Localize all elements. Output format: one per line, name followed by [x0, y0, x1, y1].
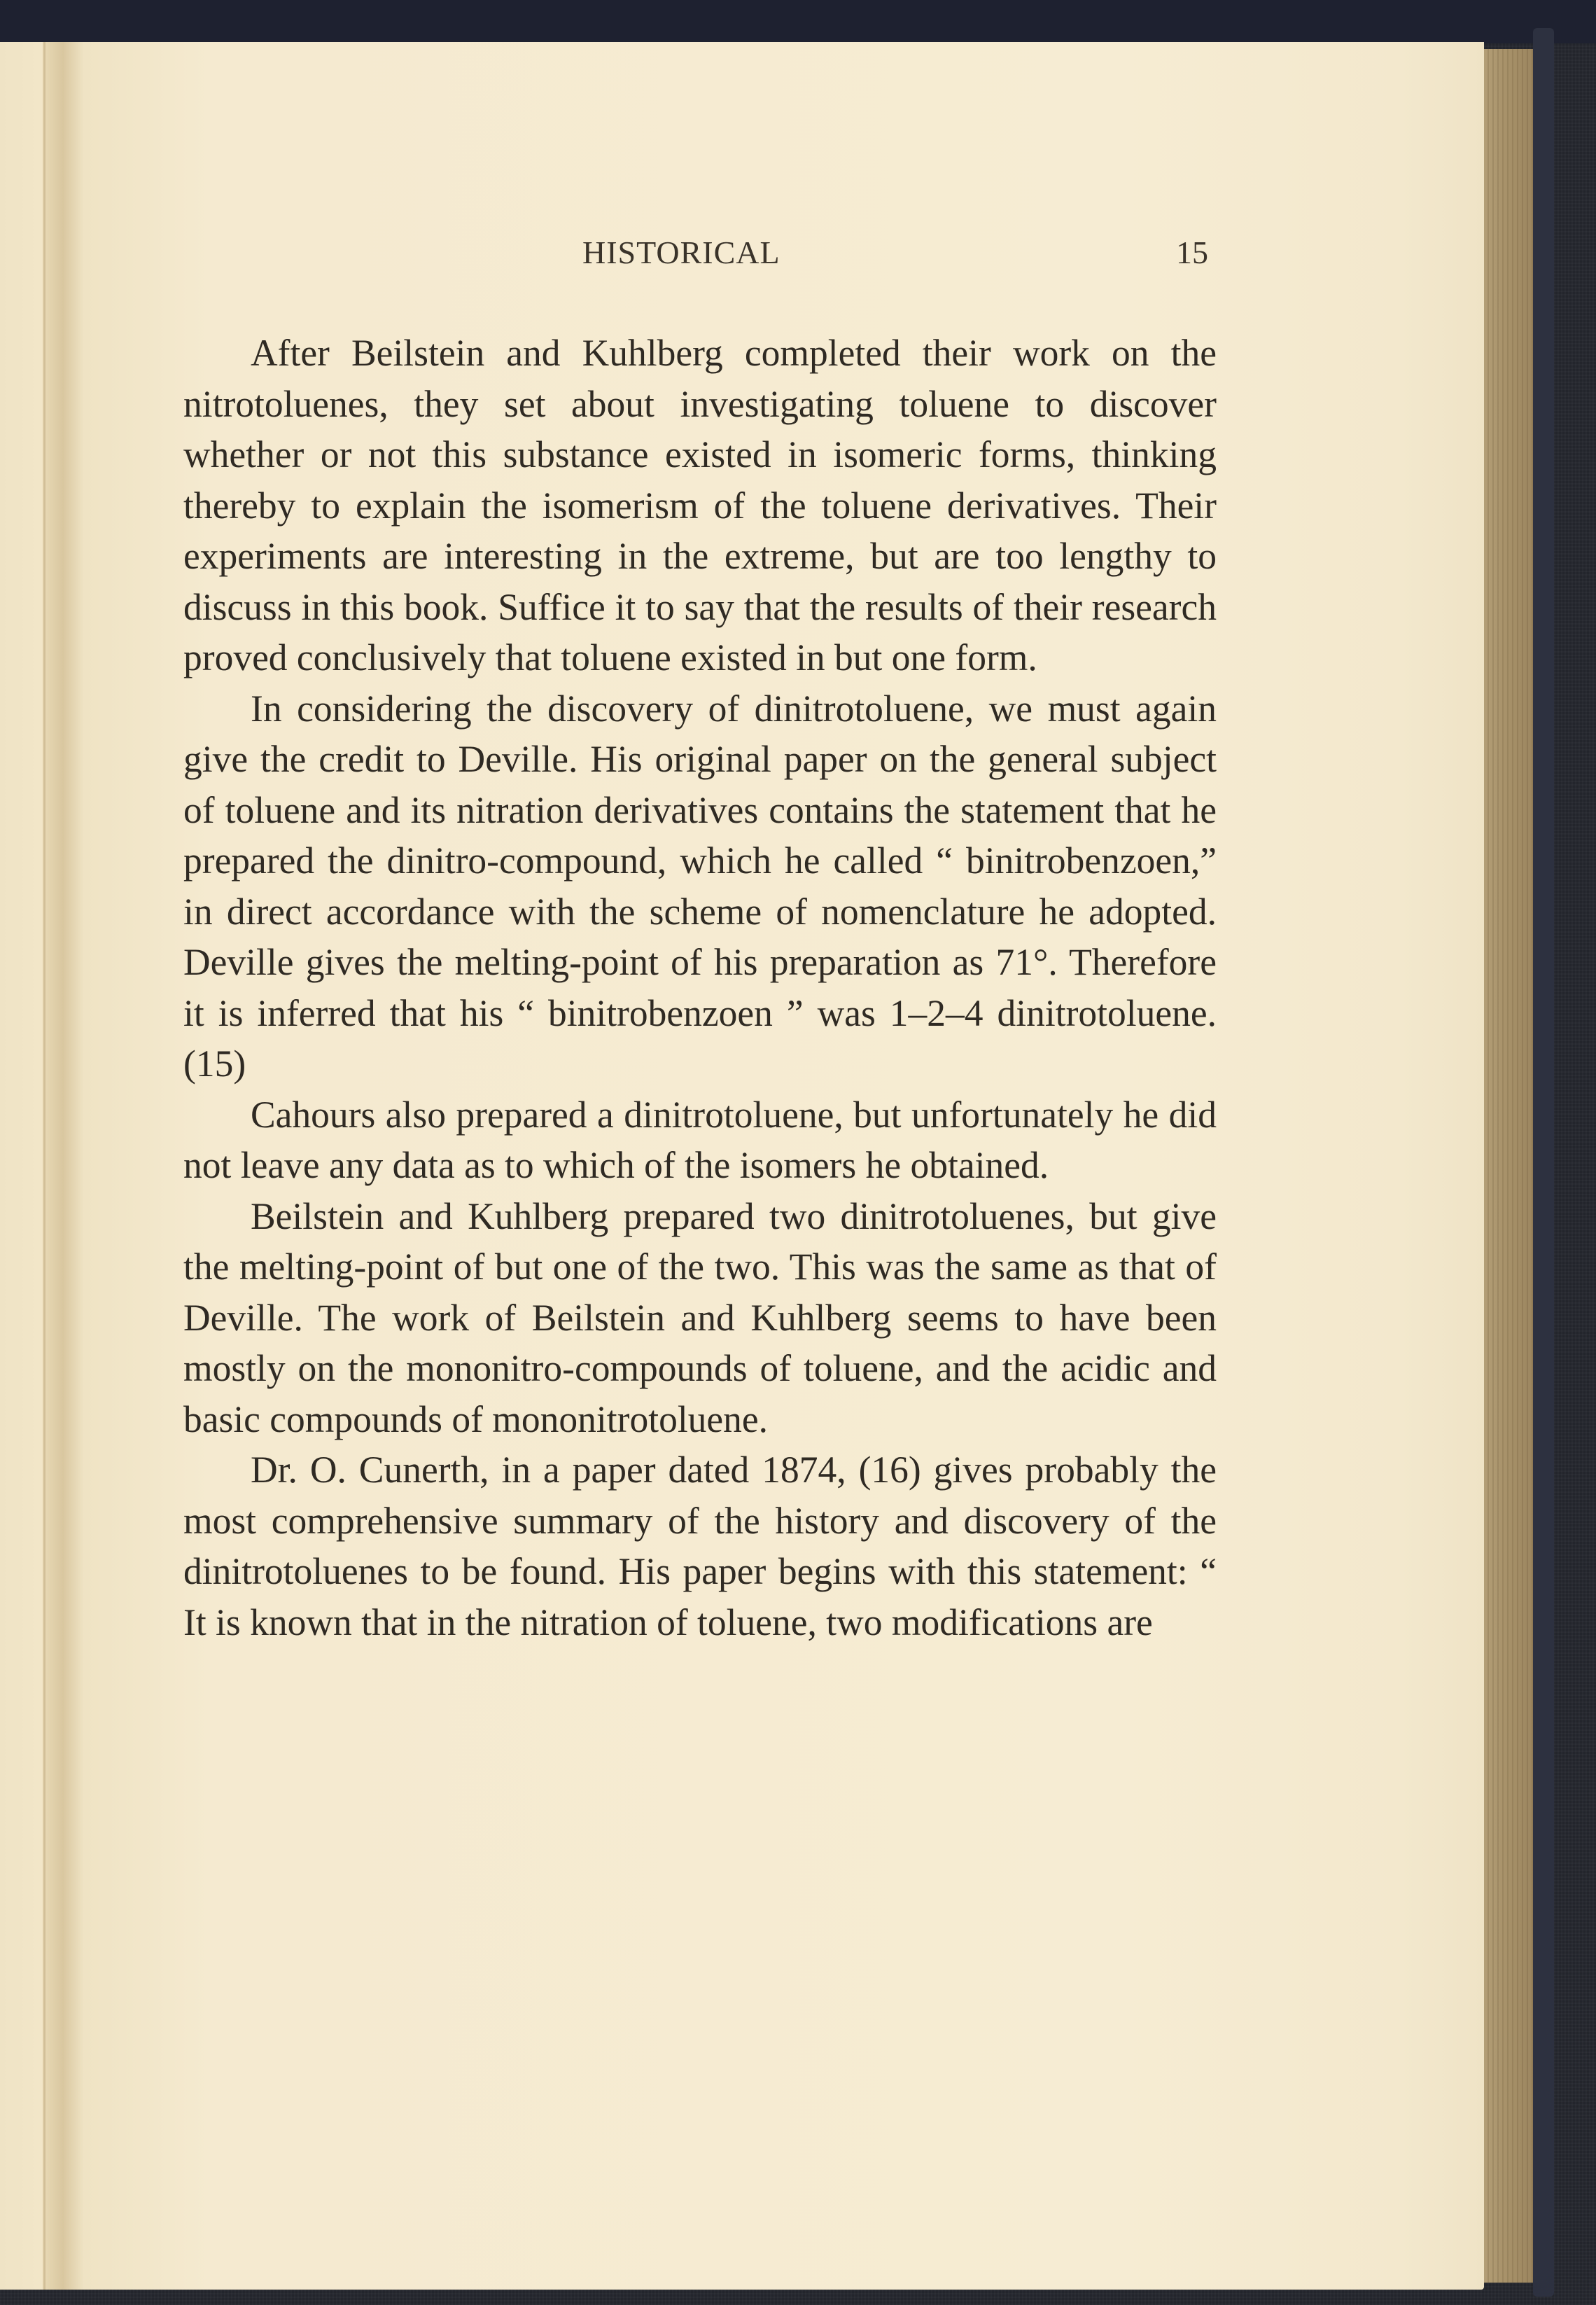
cover-right-edge	[1533, 28, 1554, 2297]
paragraph: Dr. O. Cunerth, in a paper dated 1874, (16) gives probably the most comprehensive summary of the history and discovery of the dinitrotoluenes to be found. His paper begins with this statement: “ It is known that in the nitration of toluene, two modifications are	[183, 1449, 1217, 1643]
gutter-line	[43, 42, 46, 2290]
paragraph: Beilstein and Kuhlberg prepared two dinitrotoluenes, but give the melting-point of but one of the two. This was the same as that of Deville. The work of Beilstein and Kuhlberg seems to have been mostly on the mononitro-compounds of toluene, and the acidic and basic compounds of mononitrotoluene.	[183, 1195, 1217, 1440]
cover-top-edge	[0, 0, 1596, 43]
running-head: HISTORICAL	[582, 235, 780, 270]
page-number: 15	[1176, 235, 1208, 270]
paragraph: After Beilstein and Kuhlberg completed their work on the nitrotoluenes, they set about investigating toluene to discover whether or not this substance existed in isomeric forms, thinking thereby to explain the isomerism of the toluene derivatives. Their experiments are interesting in the extreme, but are too lengthy to discuss in this book. Suffice it to say that the results of their research proved conclusively that toluene existed in but one form.	[183, 332, 1217, 678]
paragraph: Cahours also prepared a dinitrotoluene, but unfortunately he did not leave any data as to which of the isomers he obtained.	[183, 1093, 1217, 1186]
paragraph: In considering the discovery of dinitrotoluene, we must again give the credit to Deville. His original paper on the general subject of toluene and its nitration derivatives contains the statement that he prepared the dinitro-compound, which he called “ binitrobenzoen,” in direct accordance with the scheme of nomenclature he adopted. Deville gives the melting-point of his preparation as 71°. Therefore it is inferred that his “ binitrobenzoen ” was 1–2–4 dinitrotoluene. (15)	[183, 687, 1217, 1085]
body-text	[183, 328, 1217, 1648]
